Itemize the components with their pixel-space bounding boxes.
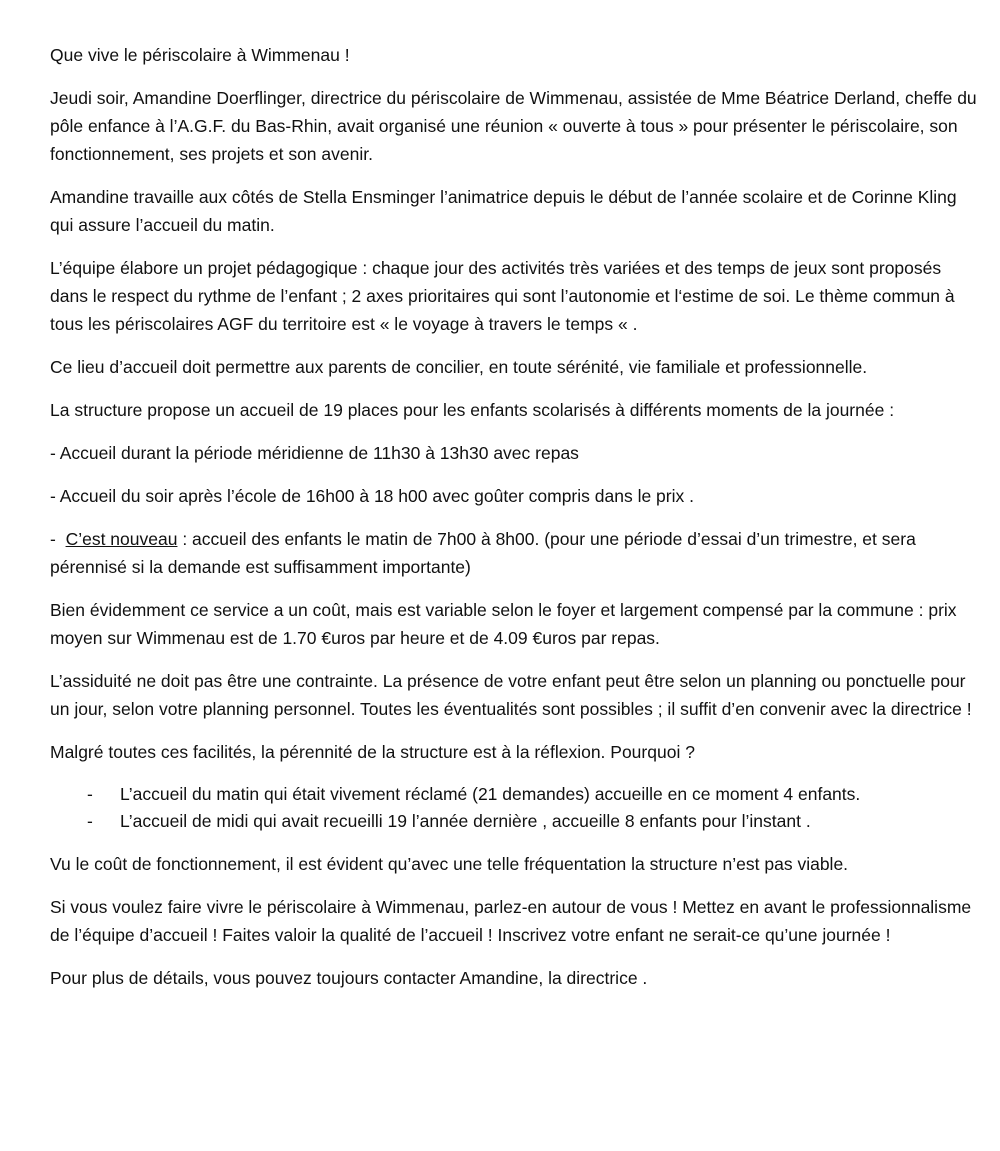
paragraph-project: L’équipe élabore un projet pédagogique : chaque jour des activités très variées et des temps de jeux sont proposés dans le respect du rythme de l’enfant ; 2 axes prioritaires qui sont l’autonomie et l‘estime de soi. Le thème commun à tous les périscolaires AGF du territoire est « le voyage à travers le temps « .	[50, 258, 955, 334]
list-item-evening: - Accueil du soir après l’école de 16h00 à 18 h00 avec goûter compris dans le prix .	[50, 486, 694, 506]
new-item-text: : accueil des enfants le matin de 7h00 à 8h00. (pour une période d’essai d’un trimestre, et sera pérennisé si la demande est suffisamment importante)	[50, 529, 916, 577]
paragraph-cost: Bien évidemment ce service a un coût, mais est variable selon le foyer et largement compensé par la commune : prix moyen sur Wimmenau est de 1.70 €uros par heure et de 4.09 €uros par repas.	[50, 600, 957, 648]
paragraph-call-to-action: Si vous voulez faire vivre le périscolaire à Wimmenau, parlez-en autour de vous ! Mettez en avant le professionnalisme de l’équipe d’accueil ! Faites valoir la qualité de l’accueil ! Inscrivez votre enfant ne serait-ce qu’une journée !	[50, 897, 972, 945]
paragraph-capacity: La structure propose un accueil de 19 places pour les enfants scolarisés à différents moments de la journée :	[50, 400, 895, 420]
paragraph-meeting: Jeudi soir, Amandine Doerflinger, directrice du périscolaire de Wimmenau, assistée de Mme Béatrice Derland, cheffe du pôle enfance à l’A.G.F. du Bas-Rhin, avait organisé une réunion « ouverte à tous » pour présenter le périscolaire, son fonctionnement, ses projets et son avenir.	[50, 88, 977, 164]
paragraph-attendance: L’assiduité ne doit pas être une contrainte. La présence de votre enfant peut être selon un planning ou ponctuelle pour un jour, selon votre planning personnel. Toutes les éventualités sont possibles ; il suffit d’en convenir avec la directrice !	[50, 671, 972, 719]
bullet-marker: -	[87, 784, 93, 804]
bullet-text: L’accueil de midi qui avait recueilli 19 l’année dernière , accueille 8 enfants pour l’instant .	[120, 811, 811, 831]
list-item-morning-new	[50, 525, 980, 581]
document-title: Que vive le périscolaire à Wimmenau !	[50, 45, 350, 65]
document-body	[50, 41, 980, 1007]
paragraph-purpose: Ce lieu d’accueil doit permettre aux parents de concilier, en toute sérénité, vie familiale et professionnelle.	[50, 357, 868, 377]
new-item-prefix: -	[50, 529, 66, 549]
bullet-list	[50, 781, 980, 835]
list-item-midday: - Accueil durant la période méridienne de 11h30 à 13h30 avec repas	[50, 443, 579, 463]
bullet-marker: -	[87, 811, 93, 831]
bullet-text: L’accueil du matin qui était vivement réclamé (21 demandes) accueille en ce moment 4 enfants.	[120, 784, 861, 804]
paragraph-team: Amandine travaille aux côtés de Stella Ensminger l’animatrice depuis le début de l’année scolaire et de Corinne Kling qui assure l’accueil du matin.	[50, 187, 957, 235]
list-item	[50, 808, 980, 835]
paragraph-viability: Vu le coût de fonctionnement, il est évident qu’avec une telle fréquentation la structure n’est pas viable.	[50, 854, 849, 874]
new-item-highlight: C’est nouveau	[65, 529, 178, 549]
list-item	[50, 781, 980, 808]
paragraph-contact: Pour plus de détails, vous pouvez toujours contacter Amandine, la directrice .	[50, 968, 648, 988]
paragraph-question: Malgré toutes ces facilités, la pérennité de la structure est à la réflexion. Pourquoi ?	[50, 742, 695, 762]
